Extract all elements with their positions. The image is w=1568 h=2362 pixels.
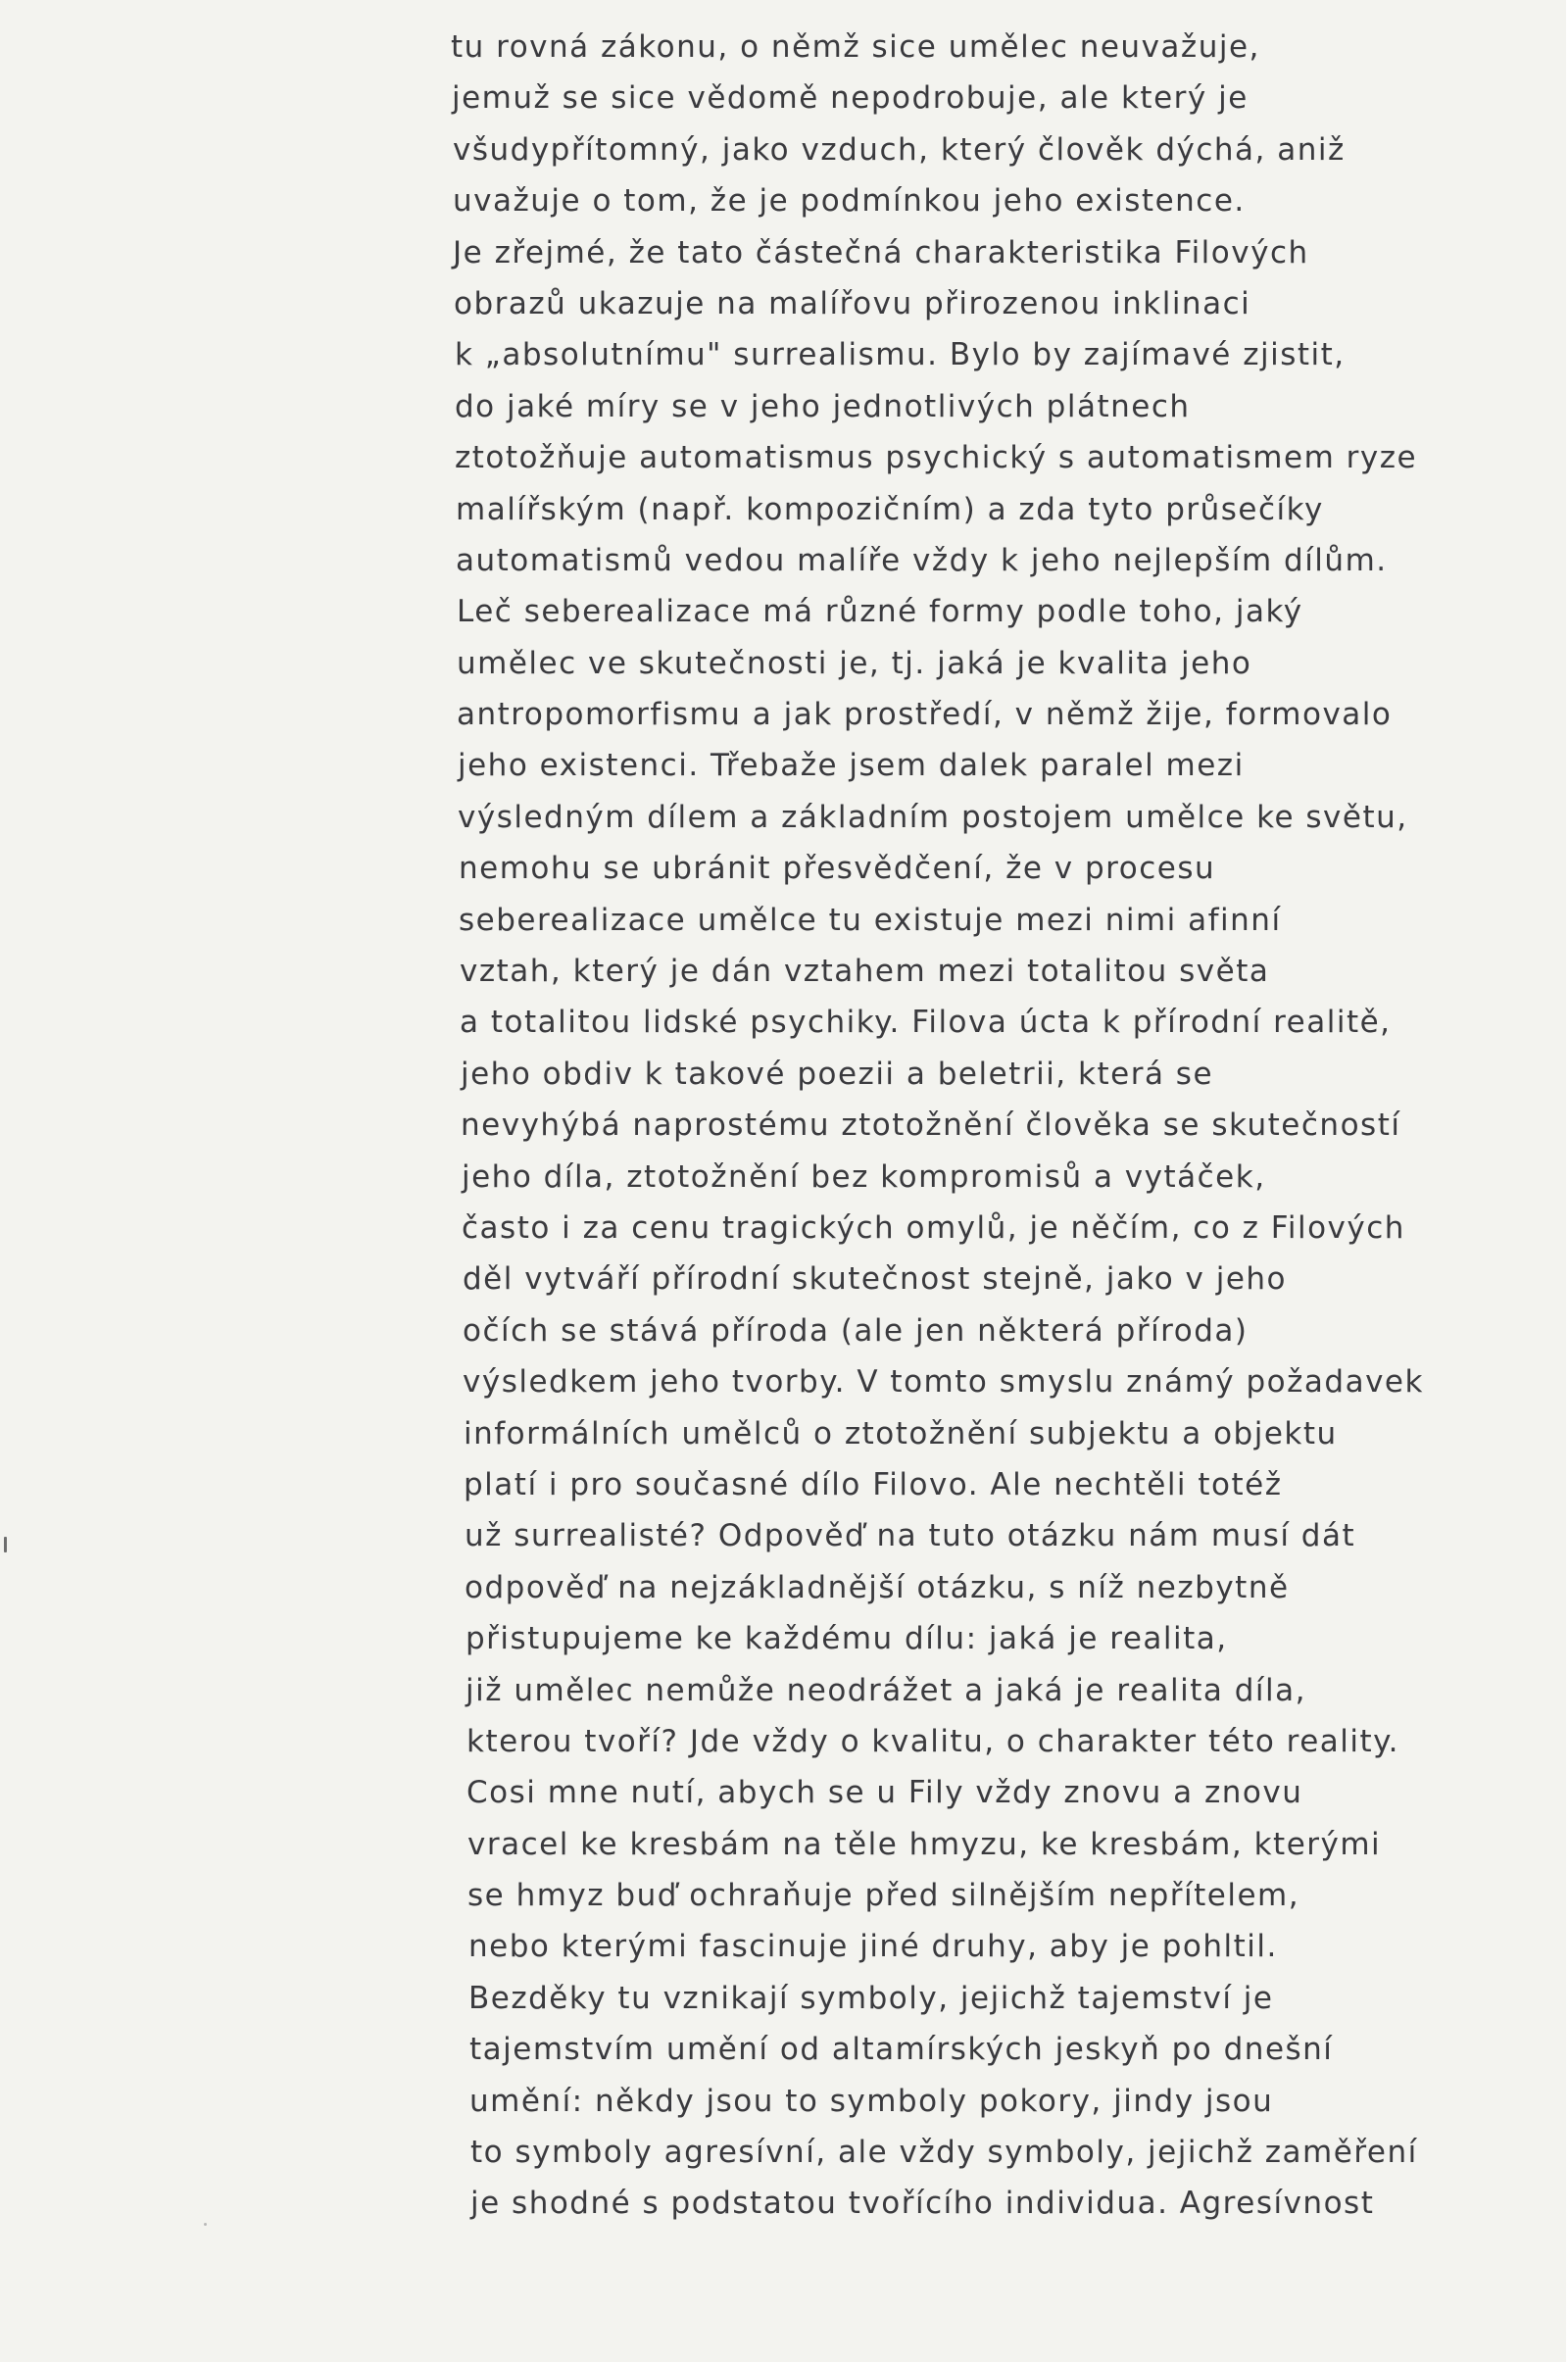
text-line: odpověď na nejzákladnější otázku, s níž nezbytně <box>465 1569 1290 1605</box>
text-line: uvažuje o tom, že je podmínkou jeho existence. <box>453 183 1246 220</box>
text-line: všudypřítomný, jako vzduch, který člověk dýchá, aniž <box>453 131 1346 168</box>
text-line: jeho existenci. Třebaže jsem dalek paralel mezi <box>458 748 1245 784</box>
body-text <box>451 22 1450 2230</box>
text-line: vztah, který je dán vztahem mezi totalitou světa <box>460 954 1270 990</box>
text-line: výsledkem jeho tvorby. V tomto smyslu známý požadavek <box>463 1364 1424 1401</box>
text-line: jeho obdiv k takové poezii a beletrii, která se <box>461 1056 1214 1092</box>
text-line: přistupujeme ke každému dílu: jaká je realita, <box>466 1621 1228 1657</box>
text-line: to symboly agresívní, ale vždy symboly, jejichž zaměření <box>470 2135 1418 2171</box>
margin-mark <box>4 1537 7 1552</box>
text-line: často i za cenu tragických omylů, je něčím, co z Filových <box>462 1209 1405 1246</box>
text-line: obrazů ukazuje na malířovu přirozenou inklinaci <box>454 285 1251 321</box>
text-line: očích se stává příroda (ale jen některá příroda) <box>463 1312 1249 1349</box>
text-line: Je zřejmé, že tato částečná charakteristika Filových <box>453 234 1309 271</box>
text-line: děl vytváří přírodní skutečnost stejně, jako v jeho <box>463 1261 1288 1298</box>
text-line: informálních umělců o ztotožnění subjektu a objektu <box>464 1415 1338 1452</box>
text-line: do jaké míry se v jeho jednotlivých plátnech <box>455 388 1191 424</box>
text-line: se hmyz buď ochraňuje před silnějším nepřítelem, <box>467 1878 1300 1914</box>
text-line: nebo kterými fascinuje jiné druhy, aby je pohltil. <box>468 1929 1278 1965</box>
text-line: k „absolutnímu" surrealismu. Bylo by zajímavé zjistit, <box>455 337 1346 373</box>
text-line: Bezděky tu vznikají symboly, jejichž tajemství je <box>468 1980 1274 2016</box>
text-line: nemohu se ubránit přesvědčení, že v procesu <box>459 851 1216 887</box>
text-line: a totalitou lidské psychiky. Filova úcta k přírodní realitě, <box>460 1005 1392 1041</box>
text-line: Cosi mne nutí, abych se u Fily vždy znovu a znovu <box>466 1775 1303 1811</box>
text-line: tu rovná zákonu, o němž sice umělec neuvažuje, <box>451 29 1260 65</box>
paper-speck <box>204 2223 207 2226</box>
text-line: antropomorfismu a jak prostředí, v němž žije, formovalo <box>457 697 1393 733</box>
text-line: výsledným dílem a základním postojem umělce ke světu, <box>458 799 1408 835</box>
text-line: je shodné s podstatou tvořícího individua. Agresívnost <box>470 2186 1375 2222</box>
text-line: nevyhýbá naprostému ztotožnění člověka se skutečností <box>461 1107 1401 1144</box>
text-line: vracel ke kresbám na těle hmyzu, ke kresbám, kterými <box>467 1826 1382 1862</box>
text-line: už surrealisté? Odpověď na tuto otázku nám musí dát <box>465 1518 1356 1554</box>
text-line: malířským (např. kompozičním) a zda tyto průsečíky <box>456 491 1324 527</box>
text-line: platí i pro současné dílo Filovo. Ale nechtěli totéž <box>464 1466 1283 1502</box>
text-line: automatismů vedou malíře vždy k jeho nejlepším dílům. <box>456 542 1388 578</box>
text-line: jemuž se sice vědomě nepodrobuje, ale který je <box>452 80 1249 117</box>
text-line: seberealizace umělce tu existuje mezi nimi afinní <box>459 902 1282 938</box>
text-line: jeho díla, ztotožnění bez kompromisů a vytáček, <box>462 1158 1266 1195</box>
text-line: umělec ve skutečnosti je, tj. jaká je kvalita jeho <box>457 645 1252 681</box>
text-line: umění: někdy jsou to symboly pokory, jindy jsou <box>469 2083 1274 2119</box>
text-line: ztotožňuje automatismus psychický s automatismem ryze <box>455 440 1418 476</box>
text-line: kterou tvoří? Jde vždy o kvalitu, o charakter této reality. <box>466 1723 1399 1759</box>
text-line: tajemstvím umění od altamírských jeskyň po dnešní <box>469 2032 1334 2068</box>
text-line: již umělec nemůže neodrážet a jaká je realita díla, <box>466 1672 1306 1708</box>
text-line: Leč seberealizace má různé formy podle toho, jaký <box>457 594 1303 630</box>
